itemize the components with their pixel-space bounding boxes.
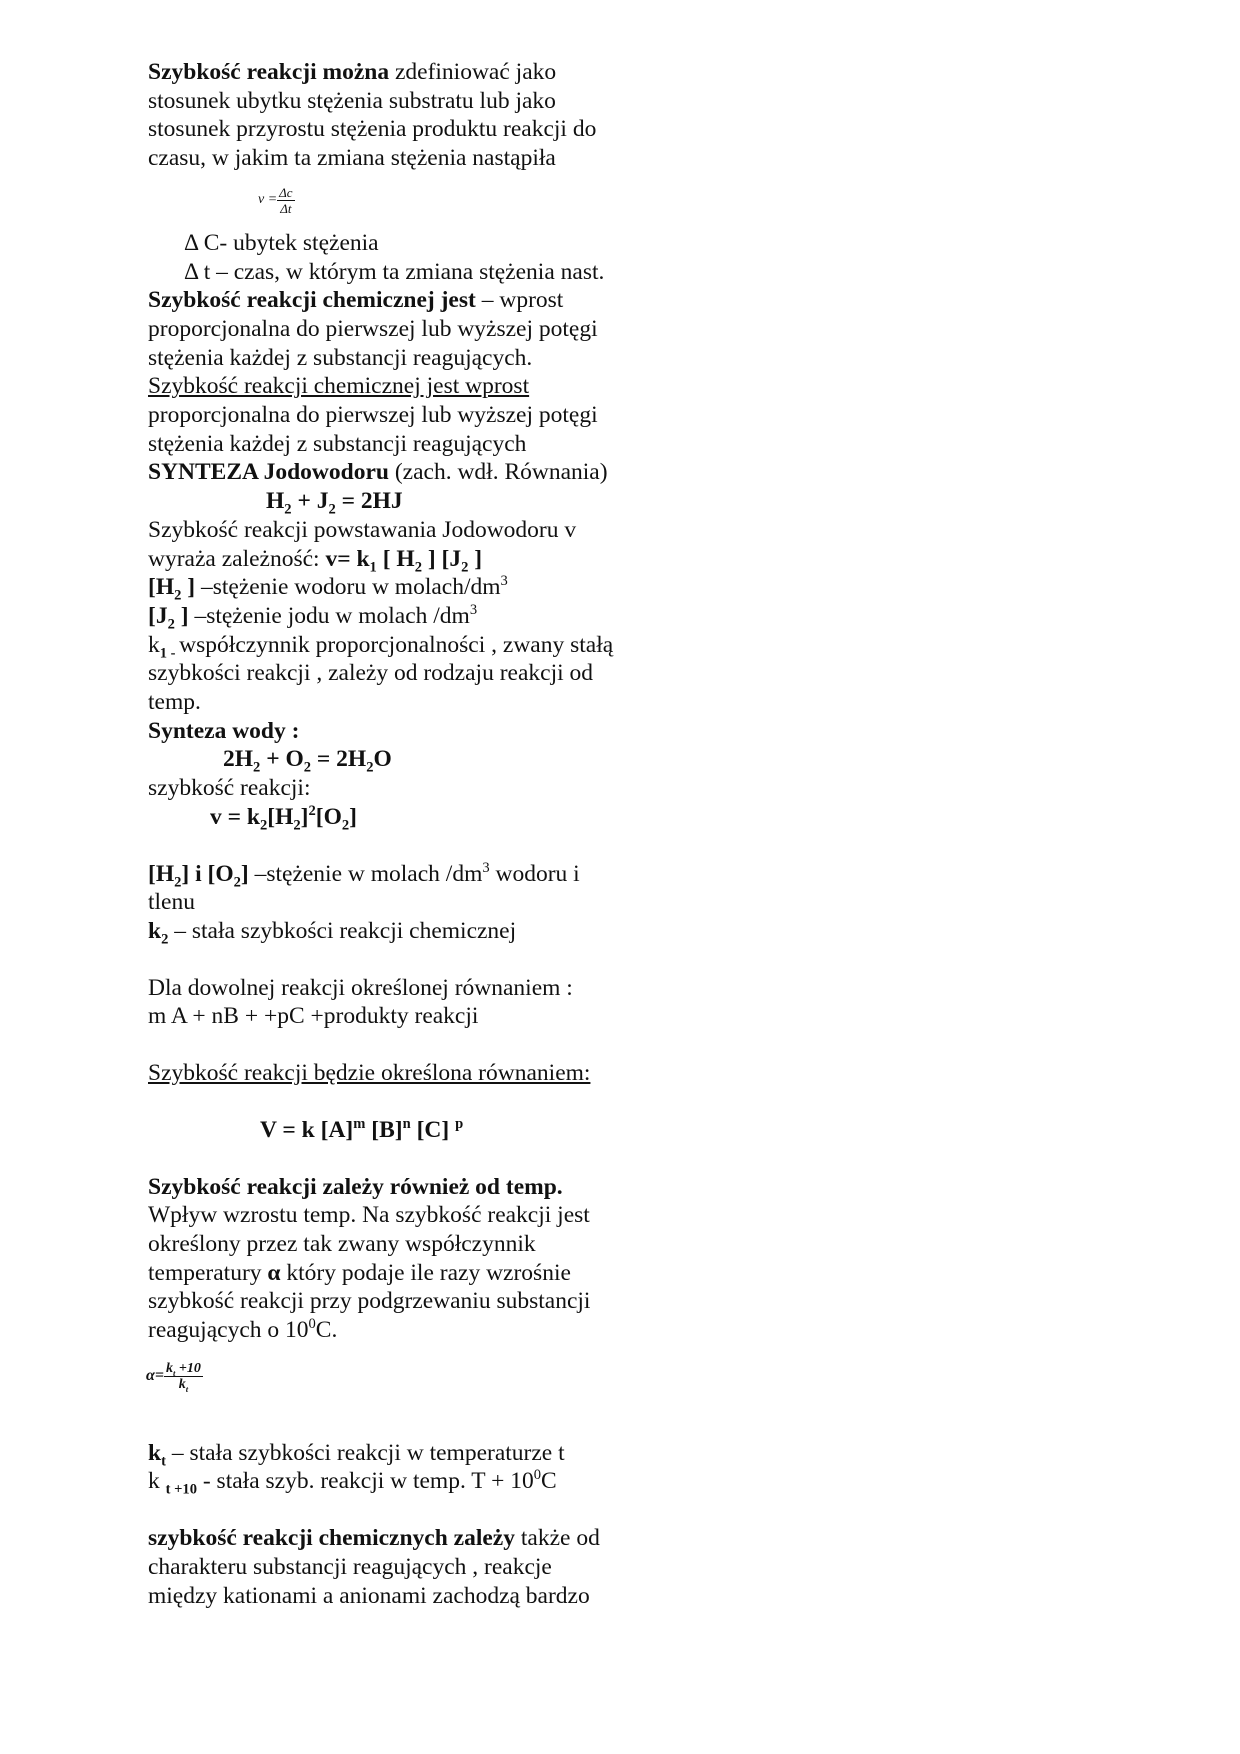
water-def-k2: $k_2$ – stała szybkości reakcji chemicznej xyxy=(148,917,517,948)
definition-delta-c: Δ C- ubytek stężenia xyxy=(184,229,379,256)
hj-def-iodine: [$J_2$ ] –stężenie jodu w molach $/dm^3$ xyxy=(148,602,478,633)
paragraph-definition-line-1: Szybkość reakcji można zdefiniować jako xyxy=(148,59,557,85)
temperature-heading: Szybkość reakcji zależy również od temp. xyxy=(148,1173,563,1200)
temperature-line-4: temperatury α który podaje ile razy wzrośnie xyxy=(148,1259,571,1286)
paragraph-rate-law-line-3: stężenia każdej z substancji reagujących. xyxy=(148,344,533,371)
alpha-fraction: $\frac{k_t +10}{k_t}$ xyxy=(165,1361,201,1395)
definition-delta-t: Δ t – czas, w którym ta zmiana stężenia nast. xyxy=(184,258,605,285)
hj-rate-line-2: wyraża zależność: $v= k_1$ [ $H_2$ ] [$J_2$ ] xyxy=(148,545,483,576)
general-rate-equation: V = k $[A]^m$ $[B]^n$ [C] $^p$ xyxy=(260,1115,464,1143)
rate-formula: v = $\frac{\Delta c}{\Delta t}$ xyxy=(258,185,293,217)
section-synteza-wody: Synteza wody : xyxy=(148,717,300,744)
alpha-formula: α= $\frac{k_t +10}{k_t}$ xyxy=(146,1361,201,1395)
paragraph-rate-law-repeat-line-1: Szybkość reakcji chemicznej jest wprost xyxy=(148,373,530,400)
equation-water: $2H_2 + O_2 = 2H_2O$ xyxy=(223,746,392,777)
water-rate-label: szybkość reakcji: xyxy=(148,775,311,802)
general-reaction-line-1: Dla dowolnej reakcji określonej równaniem : xyxy=(148,974,573,1001)
paragraph-rate-law-repeat-line-2: proporcjonalna do pierwszej lub wyższej potęgi xyxy=(148,402,598,429)
paragraph-definition-line-4: czasu, w jakim ta zmiana stężenia nastąpiła xyxy=(148,145,556,172)
temperature-line-5: szybkość reakcji przy podgrzewaniu substancji xyxy=(148,1288,591,1315)
temperature-line-3: określony przez tak zwany współczynnik xyxy=(148,1230,536,1257)
paragraph-definition-line-2: stosunek ubytku stężenia substratu lub jako xyxy=(148,87,556,114)
hj-def-k1: $k_{1 -}$ współczynnik proporcjonalności , zwany stałą xyxy=(148,631,614,662)
general-reaction-line-2: m A + nB + +pC +produkty reakcji xyxy=(148,1003,479,1030)
equation-hj: $H_2 + J_2 = 2HJ$ xyxy=(266,488,403,518)
paragraph-rate-law-line-2: proporcjonalna do pierwszej lub wyższej potęgi xyxy=(148,315,598,342)
rate-fraction: $\frac{\Delta c}{\Delta t}$ xyxy=(279,185,293,217)
document-page xyxy=(148,58,688,1610)
paragraph-rate-law-line-1: Szybkość reakcji chemicznej jest – wprost xyxy=(148,287,564,314)
paragraph-substances-line-1: szybkość reakcji chemicznych zależy także od xyxy=(148,1525,600,1552)
water-def-concentrations-line-2: tlenu xyxy=(148,889,195,916)
hj-def-k1-line-2: szybkości reakcji , zależy od rodzaju reakcji od xyxy=(148,660,593,687)
hj-rate-line-1: Szybkość reakcji powstawania Jodowodoru v xyxy=(148,516,577,543)
hj-def-hydrogen: [$H_2$ ] –stężenie wodoru w molach/$dm^3$ xyxy=(148,573,508,604)
water-def-concentrations: $[H_2]$ i $[O_2]$ –stężenie w molach $/dm^3$ wodoru i xyxy=(148,859,580,891)
paragraph-substances-line-3: między kationami a anionami zachodzą bardzo xyxy=(148,1582,590,1609)
temperature-line-2: Wpływ wzrostu temp. Na szybkość reakcji jest xyxy=(148,1202,590,1229)
temperature-line-6: reagujących o $10^0C$. xyxy=(148,1316,338,1344)
paragraph-definition-line-3: stosunek przyrostu stężenia produktu reakcji do xyxy=(148,116,597,143)
general-rate-heading: Szybkość reakcji będzie określona równaniem: xyxy=(148,1060,591,1087)
temperature-def-kt: $k_t$ – stała szybkości reakcji w temperaturze t xyxy=(148,1439,565,1470)
paragraph-substances-line-2: charakteru substancji reagujących , reakcje xyxy=(148,1553,552,1580)
temperature-def-kt10: k $_{t +10}$ - stała szyb. reakcji w temp. $T + 10^0C$ xyxy=(148,1467,557,1499)
section-synteza-jodowodoru: SYNTEZA Jodowodoru (zach. wdł. Równania) xyxy=(148,459,608,486)
water-rate-equation: $v = k_2[H_2]^2[O_2]$ xyxy=(210,803,357,834)
hj-def-k1-line-3: temp. xyxy=(148,689,201,716)
paragraph-rate-law-repeat-line-3: stężenia każdej z substancji reagujących xyxy=(148,430,527,457)
